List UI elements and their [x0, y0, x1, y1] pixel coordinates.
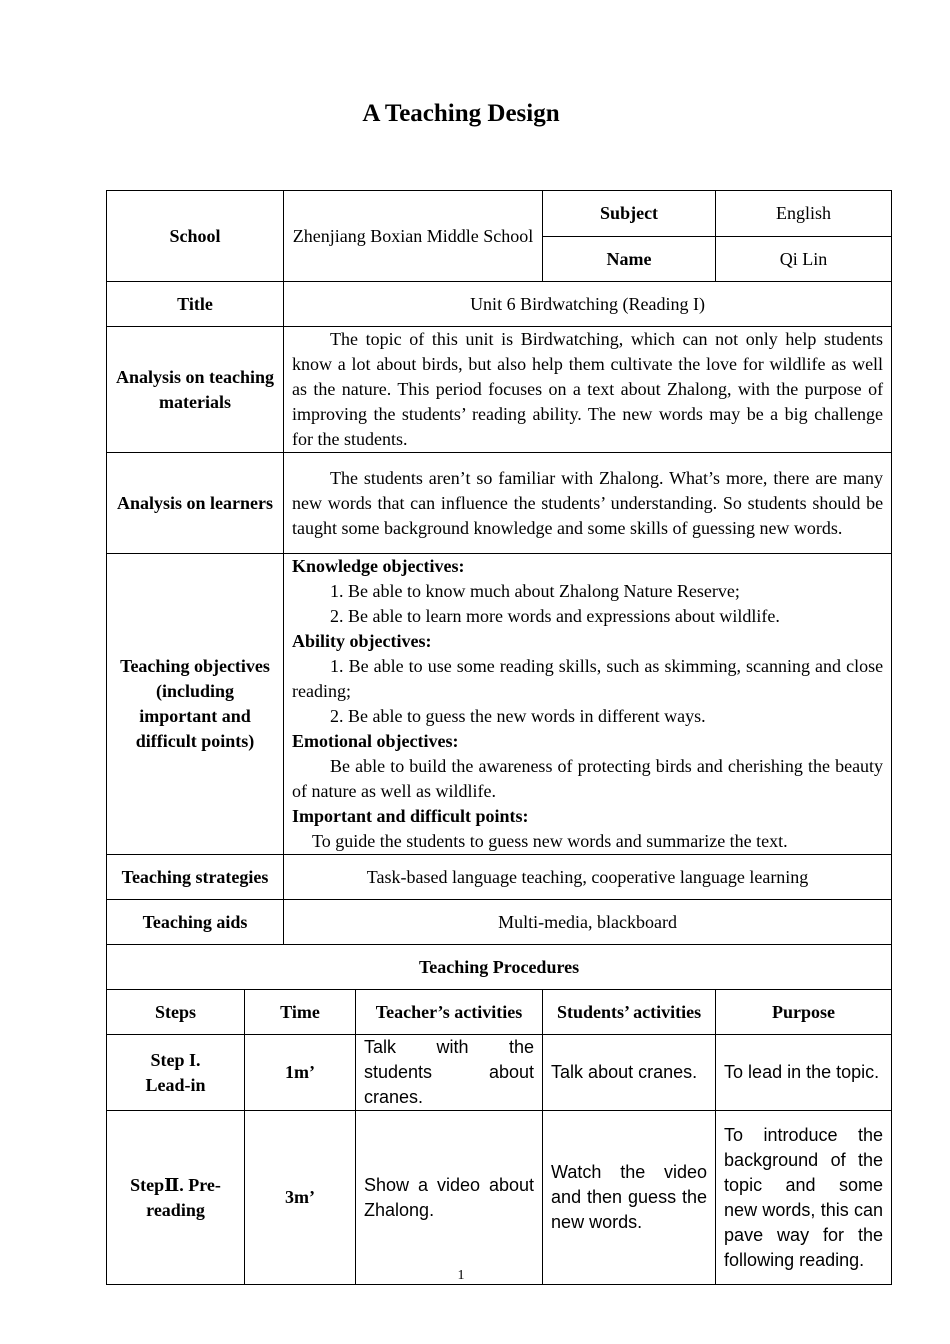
- col-header-time: Time: [245, 990, 356, 1035]
- time-cell: 3m’: [245, 1111, 356, 1285]
- learners-label: Analysis on learners: [107, 453, 284, 554]
- step-cell: [107, 1035, 245, 1111]
- important-item: To guide the students to guess new words and summarize the text.: [312, 831, 788, 851]
- procedure-row: [107, 1035, 892, 1111]
- subject-label: Subject: [543, 191, 716, 237]
- knowledge-item: 1. Be able to know much about Zhalong Nature Reserve;: [330, 581, 740, 601]
- aids-label: Teaching aids: [107, 900, 284, 945]
- knowledge-item: 2. Be able to learn more words and expressions about wildlife.: [330, 606, 780, 626]
- col-header-steps: Steps: [107, 990, 245, 1035]
- step-number: Step I.: [150, 1049, 201, 1070]
- title-value: Unit 6 Birdwatching (Reading I): [284, 282, 892, 327]
- objectives-label: Teaching objectives (including important and difficult points): [107, 554, 284, 855]
- procedure-row: [107, 1111, 892, 1285]
- document-title: A Teaching Design: [362, 100, 560, 127]
- name-value: Qi Lin: [716, 237, 892, 282]
- materials-text: The topic of this unit is Birdwatching, which can not only help students know a lot about birds, but also help them cultivate the love for wildlife as well as the nature. This period focuses on a text about Zhalong, with the purpose of improving the students’ reading ability. The new words may be a big challenge for the students.: [284, 327, 892, 453]
- procedures-heading: Teaching Procedures: [107, 945, 892, 990]
- school-value: Zhenjiang Boxian Middle School: [284, 191, 543, 282]
- knowledge-heading: Knowledge objectives:: [292, 556, 465, 576]
- ability-item: 2. Be able to guess the new words in different ways.: [330, 706, 706, 726]
- teaching-design-table: [106, 190, 892, 1285]
- learners-text: The students aren’t so familiar with Zhalong. What’s more, there are many new words that can influence the students’ understanding. So students should be taught some background knowledge and some skills of guessing new words.: [284, 453, 892, 554]
- subject-value: English: [716, 191, 892, 237]
- school-label: School: [107, 191, 284, 282]
- student-activity: Talk about cranes.: [543, 1035, 716, 1111]
- strategies-value: Task-based language teaching, cooperative language learning: [284, 855, 892, 900]
- step-cell: StepⅡ. Pre-reading: [107, 1111, 245, 1285]
- teacher-activity: Show a video about Zhalong.: [356, 1111, 543, 1285]
- page-number: 1: [457, 1268, 465, 1283]
- col-header-purpose: Purpose: [716, 990, 892, 1035]
- aids-value: Multi-media, blackboard: [284, 900, 892, 945]
- step-name: Lead-in: [145, 1074, 206, 1095]
- purpose-cell: To introduce the background of the topic and some new words, this can pave way for the following reading.: [716, 1111, 892, 1285]
- materials-label: Analysis on teaching materials: [107, 327, 284, 453]
- emotional-heading: Emotional objectives:: [292, 731, 459, 751]
- time-cell: 1m’: [245, 1035, 356, 1111]
- title-label: Title: [107, 282, 284, 327]
- emotional-item: Be able to build the awareness of protecting birds and cherishing the beauty of nature as well as wildlife.: [292, 756, 884, 801]
- important-heading: Important and difficult points:: [292, 806, 529, 826]
- name-label: Name: [543, 237, 716, 282]
- strategies-label: Teaching strategies: [107, 855, 284, 900]
- ability-heading: Ability objectives:: [292, 631, 432, 651]
- teacher-activity: Talk with the students about cranes.: [356, 1035, 543, 1111]
- col-header-teacher: Teacher’s activities: [356, 990, 543, 1035]
- col-header-students: Students’ activities: [543, 990, 716, 1035]
- student-activity: Watch the video and then guess the new words.: [543, 1111, 716, 1285]
- ability-item: 1. Be able to use some reading skills, such as skimming, scanning and close reading;: [292, 656, 884, 701]
- purpose-cell: To lead in the topic.: [716, 1035, 892, 1111]
- objectives-content: [284, 554, 892, 855]
